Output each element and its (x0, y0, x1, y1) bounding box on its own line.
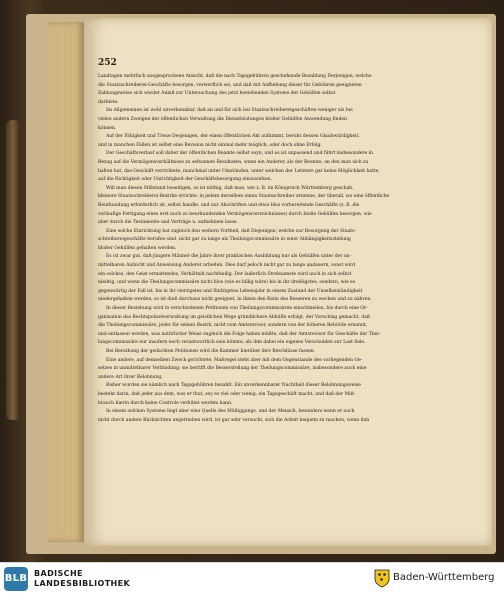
page-number: 252 (98, 58, 117, 68)
text-line: brauch hierin durch keine Controle verhütet werden kann. (98, 400, 233, 406)
text-line: Im Allgemeinen ist wohl unverkennbar, daß an und für sich bei Staatsschreibereigeschäften weniger als bei (106, 108, 353, 114)
text-line: nicht durch andere Rücksichten angetrieben wird, ist gar sehr versucht, sich die Arbeit bequem zu machen, wenn ihm (98, 417, 370, 423)
bookmark-ribbon (6, 120, 20, 420)
text-line: Will man diesen Mißstand beseitigen, so ist nöthig, daß man, wie z. B. im Königreich Württemberg geschah, (106, 185, 354, 191)
text-line: halten hat, das Geschäft verrichtete, manchmal unter Umständen, unter welchen der Letztere gar keine Möglichkeit hatte, (98, 168, 380, 174)
text-line: schreibereigeschäfte berufen sind, nicht gar zu lange als Theilungscommissäre in einer Abhängigkeitsstellung (98, 237, 351, 243)
text-line: niedrig, und wenn die Theilungscommissäre nicht blos (wie es billig wäre) bis in ihr dreißigstes, sondern, wie es (98, 280, 356, 286)
text-line: Bisher wurden sie nämlich nach Tagsgebühren bezahlt. Ein unverkennbarer Nachtheil dieser Belohnungsweise (106, 383, 361, 389)
text-line: Bezug auf die Vermögensverhältnisse zu seltsamen Resultaten, wenn ein Anderer, als der Beamte, an den man sich zu (98, 159, 369, 165)
text-line: vorläufige Fertigung eines erst noch zu beurkundenden Vermögensverzeichnisses) durch bloße Gehülfen besorgen, wie (98, 211, 372, 217)
text-line: vielen andern Zweigen der öffentlichen Verwaltung die Dienstleistungen bloßer Gehülfen Anwendung finden (98, 116, 347, 122)
text-line: In einem solchen Systeme liegt aber eine Quelle des Müßiggangs, und der Mensch, besonders wenn er auch (106, 409, 355, 415)
text-line: die Theilungscommissäre, jeder für seinen Bezirk, nicht vom Amtsrevisor, sondern von der höheren Behörde ernannt, (98, 323, 368, 329)
text-line: andere Art ihrer Belohnung. (98, 374, 163, 380)
blb-logo[interactable]: BLB (4, 567, 28, 591)
text-line: aber durch die Testamente und Verträge u. aufnehmen lasse. (98, 220, 238, 226)
state-name[interactable]: Baden-Württemberg (393, 572, 495, 583)
library-name-line1: BADISCHE (34, 569, 83, 578)
text-line: mittelbaren Aufsicht und Anweisung Anderer arbeiten. Dies darf jedoch nicht gar zu lange andauern, sonst wird (98, 263, 356, 269)
coat-of-arms-icon (374, 569, 390, 588)
text-line: und in manchen Fällen ist selbst eine Revision nicht einmal mehr möglich, oder doch ohne Erfolg. (98, 142, 322, 148)
text-line: Eine andere, auf demselben Zweck gerichtete, Maßregel steht aber mit dem Gegenstande des vorliegenden Ge- (106, 357, 363, 363)
text-line: Bei Berathung der gedachten Petitionen wird die Kammer hierüber ihre Beschlüsse fassen. (106, 349, 315, 354)
book-page (84, 18, 492, 546)
text-line: Auf der Fähigkeit und Treue Desjenigen, der einen öffentlichen Akt aufnimmt, beruht dessen Glaubwürdigkeit, (106, 134, 360, 140)
text-line: setzes in unmittelbarer Verbindung; sie betrifft die Besserstellung der Theilungscommissäre, insbesondere auch eine (98, 366, 367, 372)
text-line: bloßer Gehülfen gehalten werden. (98, 245, 177, 251)
viewer-footer (0, 562, 504, 594)
text-line: können. (98, 125, 117, 131)
text-line: Der Geschäftsverlauf soll daher der öffentlichen Beamte selbst seyn, und es ist unpassend und führt insbesondere in (106, 151, 373, 157)
text-line: ein solches, den Geist ermattendes, Verhältniß nachtheilig. Der äußerlich Strebsamste wird auch in sich selbst (98, 271, 352, 277)
library-name-line2: LANDESBIBLIOTHEK (34, 579, 131, 588)
text-line: besteht darin, daß jeder aus dem, was er thut, sey es viel oder wenig, ein Tagsgeschäft macht, und daß der Miß- (98, 391, 356, 397)
text-line: und entlassen werden, was natürlicher Weise zugleich die Folge haben müßte, daß der Amtsrevisor für Geschäfte der Thei- (98, 331, 381, 337)
text-line: auf die Richtigkeit oder Unrichtigkeit der Geschäftsbesorgung einzuwirken. (98, 177, 272, 183)
text-line: In dieser Beziehung wird in verschiedenen Petitionen von Theilungscommissären einschmeilen, bis durch eine Or- (106, 306, 368, 312)
text-line: gegenwärtig der Fall ist, bis in ihr vierzigstes und fünfzigstes Lebensjahr in einem Zustand der Unselbstständigkeit (98, 288, 363, 294)
text-line: die Staatsschreiberei-Geschäfte besorgen, verwerflich sei, und daß mit Aufhebung dieser für Gebühren geeigneten (98, 82, 362, 88)
page-text (98, 73, 482, 533)
text-line: Beurkundung erforderlich ist, selbst handle, und nur Abschriften und etwa blos vorbereitende Geschäfte (z. B. die (98, 202, 360, 208)
text-line: Es ist zwar gut, daß jüngere Männer die Jahre ihrer praktischen Ausbildung nur als Gehülfen unter der un- (106, 254, 352, 260)
text-line: lungscommissäre nur insofern noch verantwortlich sein könnte, als ihm dabei ein eigenes Verschulden zur Last fiele. (98, 340, 366, 346)
text-line: niedergehalten werden, so ist dieß durchaus nicht geeignet, in ihnen den Keim des Besseren zu wecken und zu nähren. (98, 297, 372, 303)
text-line: Landtagen mehrfach ausgesprochene Ansicht, daß die nach Tagsgebühren geschehende Bezahlung Derjenigen, welche (98, 74, 372, 79)
library-name[interactable] (34, 569, 130, 589)
text-line: Zahlungsweise sich wieder Anlaß zur Untersuchung des jetzt bestehenden Systems der Gehülfen selbst (98, 91, 336, 97)
text-line: Eine solche Einrichtung hat zugleich den weitern Vortheil, daß Diejenigen, welche zur Besorgung der Staats- (106, 228, 356, 234)
text-line: ganisation des Rechtspolizeiverwaltung im geistlichen Wege gründlichere Abhülfe erfolgt, der Vorschlag gemacht, daß (98, 314, 370, 320)
text-line: kleinere Staatsschreiberei-Bezirke errichte, in jedem derselben einen Staatsschreiber ernenne, der überall, wo eine öffentliche (98, 194, 390, 200)
text-line: darbiete. (98, 99, 119, 105)
page-stack-edge (48, 22, 84, 542)
